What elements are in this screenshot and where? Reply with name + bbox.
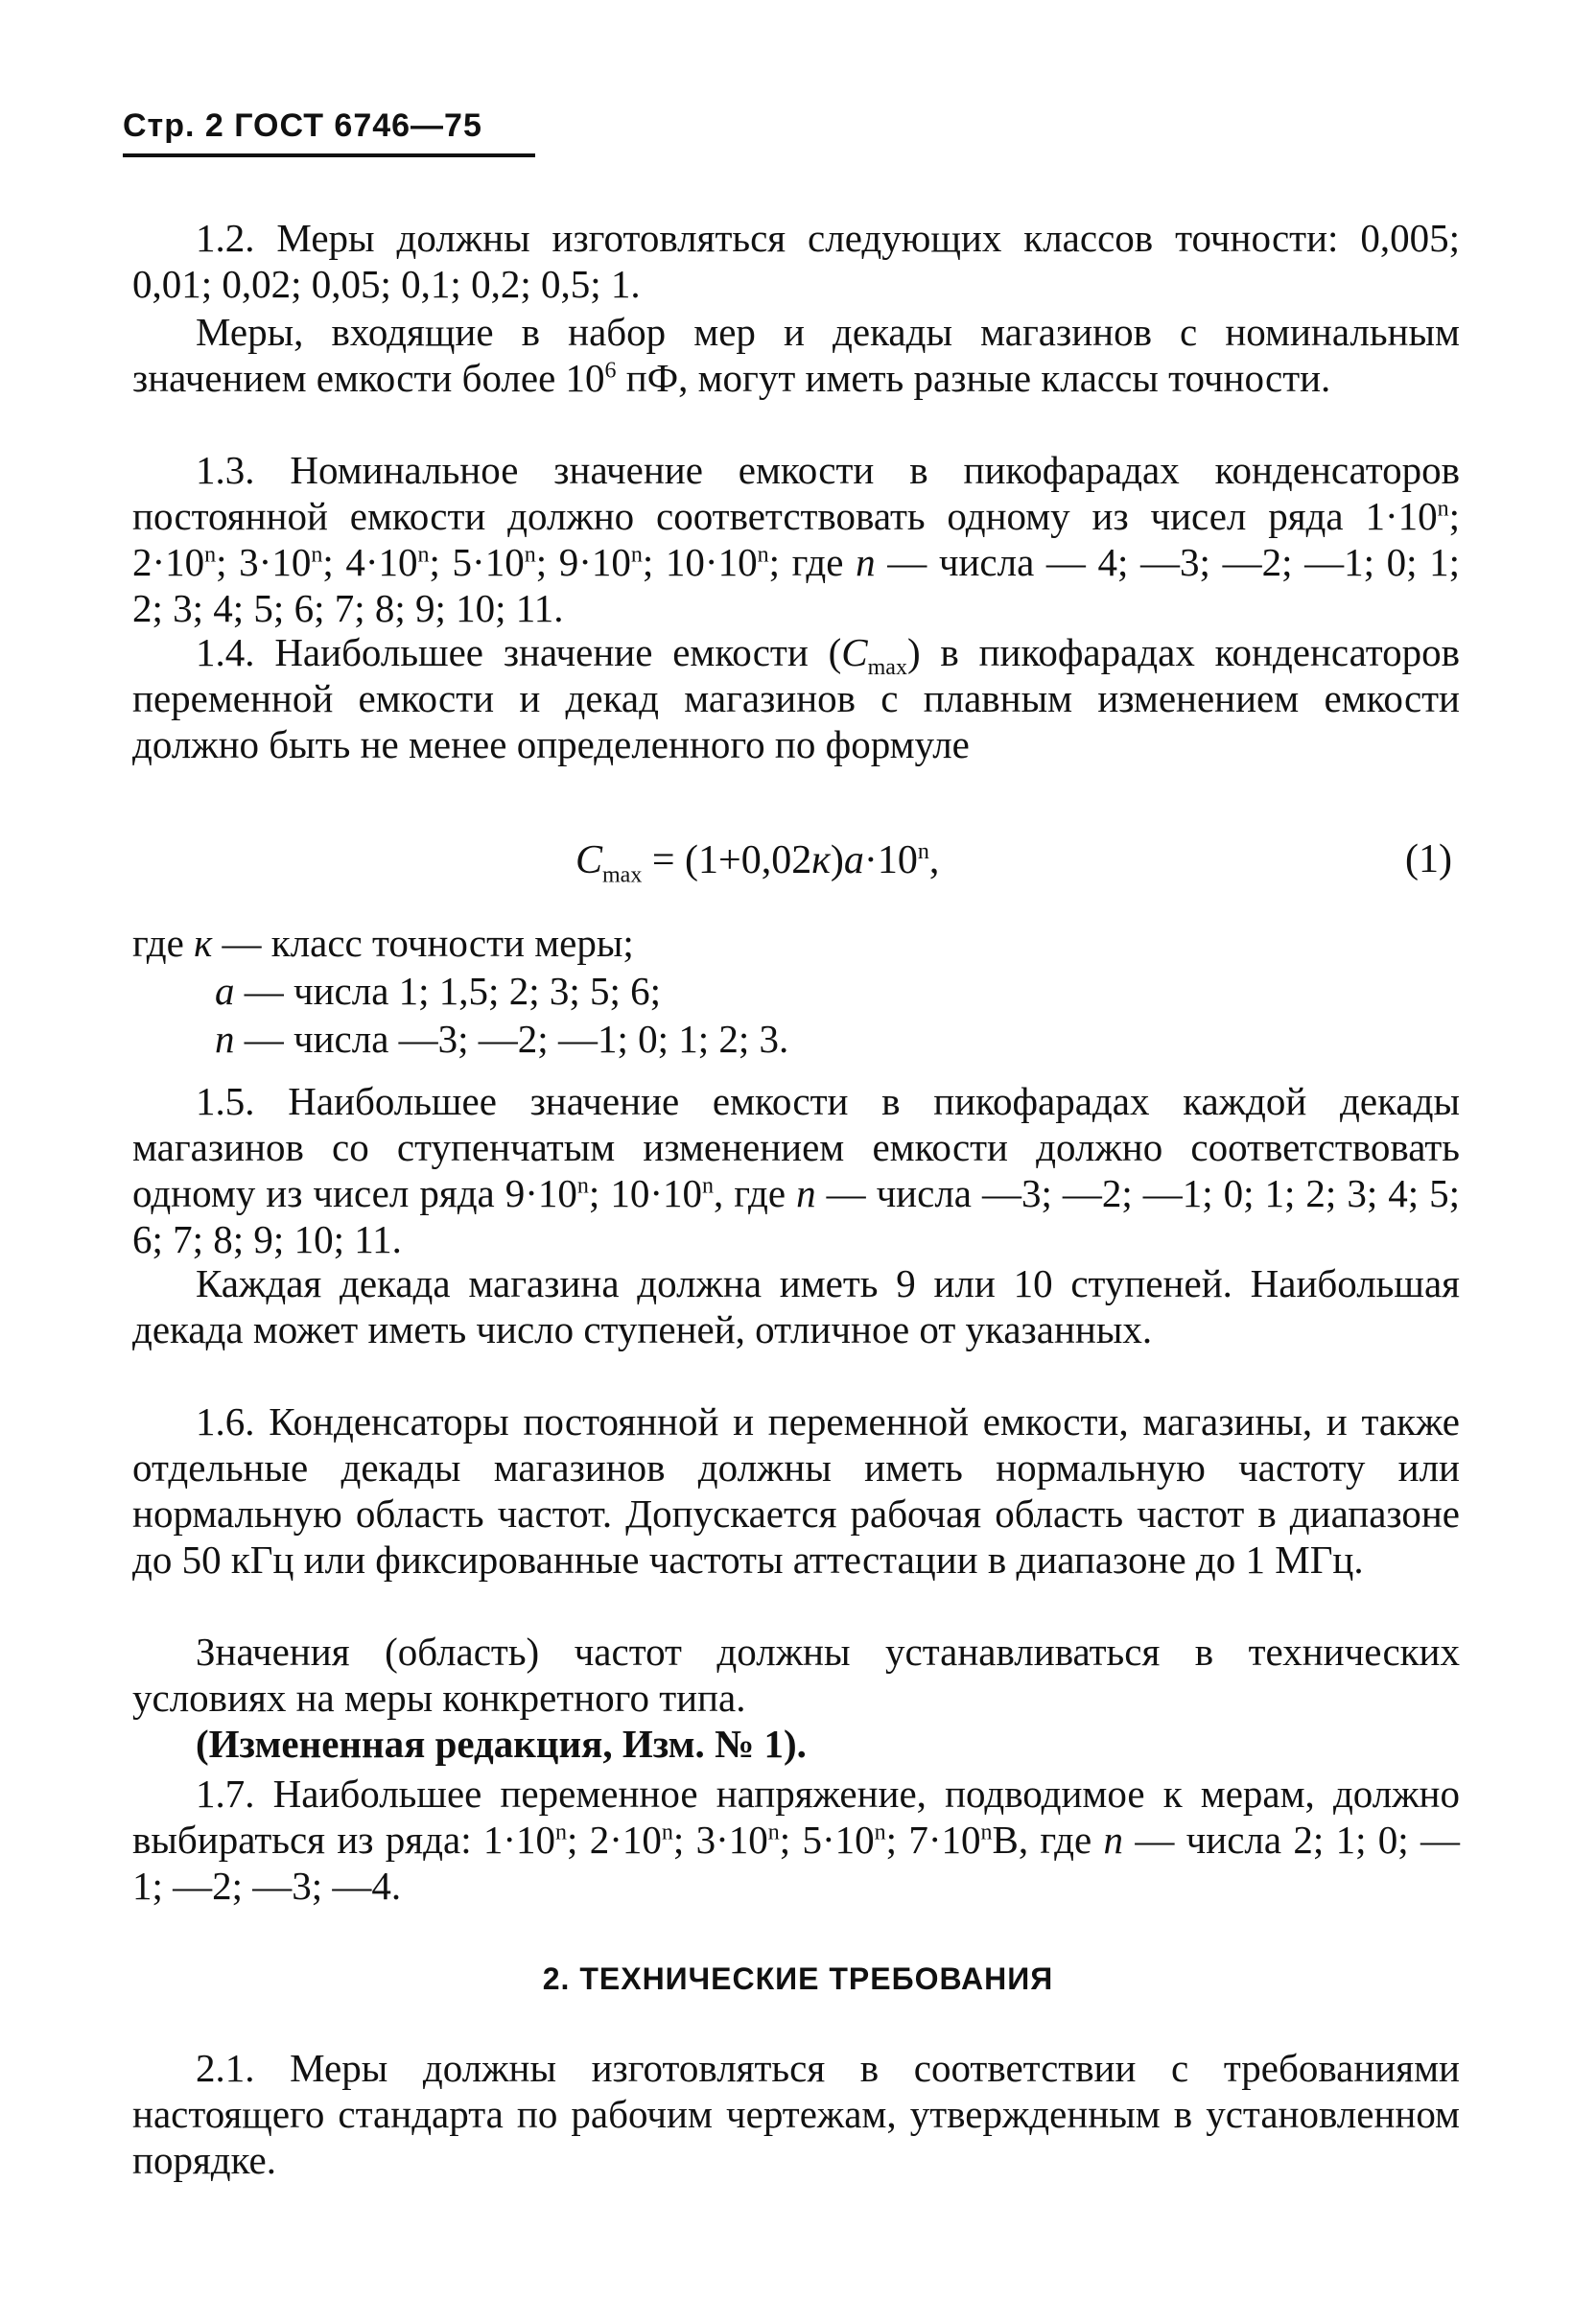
paragraph-2-1: 2.1. Меры должны изготовляться в соответствии с требованиями настоящего стандарта по рабочим чертежам, утвержденным в установленном порядке. [132, 2046, 1460, 2182]
page-header: Стр. 2 ГОСТ 6746—75 [123, 107, 482, 144]
formula-number: (1) [1405, 837, 1452, 881]
paragraph-1-5-note: Каждая декада магазина должна иметь 9 или 10 ступеней. Наибольшая декада может иметь число ступеней, отличное от указанных. [132, 1261, 1460, 1351]
paragraph-1-3: 1.3. Номинальное значение емкости в пикофарадах конденсаторов постоянной емкости должно соответствовать одному из чисел ряда $1\cdot 10^n$; $2\cdot 10^n$; $3\cdot 10^n$; $4\cdot 10^n$; $5\cdot 10^n$; $9\cdot 10^n$; $10\cdot 10^n$; где n — числа — 4; —3; —2; —1; 0; 1; 2; 3; 4; 5; 6; 7; 8; 9; 10; 11. [132, 448, 1461, 630]
legend-line-n: n — числа —3; —2; —1; 0; 1; 2; 3. [215, 1017, 789, 1061]
formula-legend [132, 919, 788, 1063]
header-rule [123, 153, 535, 157]
legend-line-k: где к — класс точности меры; [132, 921, 634, 965]
paragraph-1-6-note: Значения (область) частот должны устанавливаться в технических условиях на меры конкретного типа. [132, 1630, 1460, 1720]
formula-cmax: $C_{max} = (1+0,02к)a\cdot 10^n$, [575, 838, 940, 888]
legend-line-a: a — числа 1; 1,5; 2; 3; 5; 6; [215, 969, 662, 1013]
paragraph-1-7: 1.7. Наибольшее переменное напряжение, подводимое к мерам, должно выбираться из ряда: $1\cdot 10^n$; $2\cdot 10^n$; $3\cdot 10^n$; $5\cdot 10^n$; $7\cdot 10^nВ$, где n — числа 2; 1; 0; —1; —2; —3; —4. [132, 1772, 1460, 1908]
paragraph-1-2: 1.2. Меры должны изготовляться следующих классов точности: 0,005; 0,01; 0,02; 0,05; 0,1; 0,2; 0,5; 1. [132, 216, 1460, 306]
paragraph-1-6: 1.6. Конденсаторы постоянной и переменной емкости, магазины, и также отдельные декады магазинов должны иметь нормальную частоту или нормальную область частот. Допускается рабочая область частот в диапазоне до 50 кГц или фиксированные частоты аттестации в диапазоне до 1 МГц. [132, 1399, 1460, 1582]
paragraph-1-5: 1.5. Наибольшее значение емкости в пикофарадах каждой декады магазинов со ступенчатым изменением емкости должно соответствовать одному из чисел ряда $9\cdot 10^n$; $10\cdot 10^n$, где n — числа —3; —2; —1; 0; 1; 2; 3; 4; 5; 6; 7; 8; 9; 10; 11. [132, 1079, 1460, 1261]
section-2-title: 2. ТЕХНИЧЕСКИЕ ТРЕБОВАНИЯ [542, 1961, 1054, 1996]
paragraph-1-2-note: Меры, входящие в набор мер и декады магазинов с номинальным значением емкости более $10^6$ пФ, могут иметь разные классы точности. [132, 310, 1460, 400]
paragraph-1-4: 1.4. Наибольшее значение емкости $(C_{max})$ в пикофарадах конденсаторов переменной емкости и декад магазинов с плавным изменением емкости должно быть не менее определенного по формуле [132, 630, 1460, 766]
amendment-note: (Измененная редакция, Изм. № 1). [196, 1722, 807, 1766]
